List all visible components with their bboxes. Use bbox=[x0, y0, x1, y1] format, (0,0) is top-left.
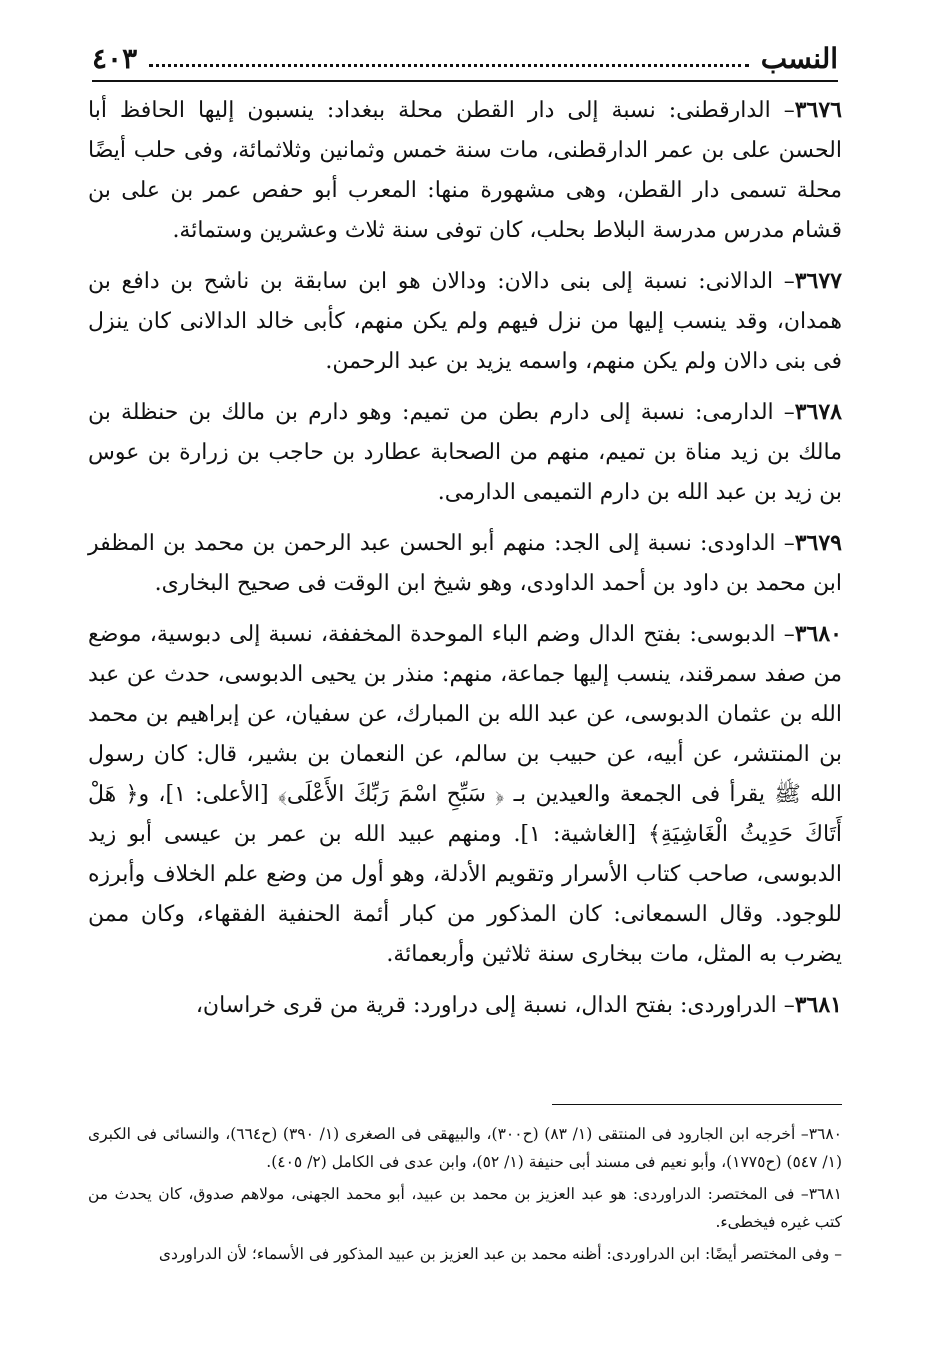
page-number: ٤٠٣ bbox=[92, 41, 138, 75]
entry-text: – الدبوسى: بفتح الدال وضم الباء الموحدة المخففة، نسبة إلى دبوسية، موضع من صفد سمرقند، ينسب إليها جماعة، منهم: منذر بن يحيى الدبوسى، حدث عن عبد الله بن عثمان الدبوسى، عن عبد الله بن المبارك، عن سفيان، عن إبراهيم بن محمد بن المنتشر، عن أبيه، عن حبيب بن سالم، عن النعمان بن بشير، قال: كان رسول الله ﷺ يقرأ فى الجمعة والعيدين بـ ﴿ سَبِّحِ اسْمَ رَبِّكَ الأَعْلَى﴾ [الأعلى: ١]، و﴿ هَلْ أَتَاكَ حَدِيثُ الْغَاشِيَةِ﴾ [الغاشية: ١]. ومنهم عبيد الله بن عمر بن عيسى أبو زيد الدبوسى، صاحب كتاب الأسرار وتقويم الأدلة، وهو أول من وضع علم الخلاف وأبرزه للوجود. وقال السمعانى: كان المذكور من كبار أئمة الحنفية الفقهاء، وكان ممن يضرب به المثل، مات ببخارى سنة ثلاثين وأربعمائة. bbox=[88, 622, 842, 967]
footnote: ٣٦٨١– فى المختصر: الدراوردى: هو عبد العزيز بن محمد بن عبيد، أبو محمد الجهنى، مولاهم صدوق، كان يحدث من كتب غيره فيخطىء. bbox=[88, 1185, 842, 1231]
main-text bbox=[88, 90, 842, 1036]
entry-3677 bbox=[88, 261, 842, 382]
footnote-separator bbox=[552, 1104, 842, 1105]
entry-number: ٣٦٧٨ bbox=[794, 399, 842, 425]
footnotes bbox=[88, 1120, 842, 1272]
footnote: – وفى المختصر أيضًا: ابن الدراوردى: أظنه محمد بن عبد العزيز بن عبيد المذكور فى الأسماء؛ لأن الدراوردى bbox=[158, 1245, 842, 1263]
entry-number: ٣٦٨١ bbox=[794, 992, 842, 1018]
entry-text: – الدراوردى: بفتح الدال، نسبة إلى دراورد: قرية من قرى خراسان، bbox=[195, 993, 795, 1018]
entry-text: – الداودى: نسبة إلى الجد: منهم أبو الحسن عبد الرحمن بن محمد بن المظفر ابن محمد بن داود بن أحمد الداودى، وهو شيخ ابن الوقت فى صحيح البخارى. bbox=[88, 531, 842, 596]
entry-3681 bbox=[88, 985, 842, 1026]
entry-number: ٣٦٧٧ bbox=[794, 268, 842, 294]
entry-number: ٣٦٧٩ bbox=[794, 530, 842, 556]
entry-3676 bbox=[88, 90, 842, 251]
entry-3680 bbox=[88, 614, 842, 975]
entry-number: ٣٦٧٦ bbox=[794, 97, 842, 123]
entry-3679 bbox=[88, 523, 842, 604]
entry-number: ٣٦٨٠ bbox=[794, 621, 842, 647]
entry-3678 bbox=[88, 392, 842, 513]
chapter-title: النسب bbox=[760, 41, 838, 75]
footnote: ٣٦٨٠– أخرجه ابن الجارود فى المنتقى (١/ ٨٣) (ح٣٠٠)، والبيهقى فى الصغرى (١/ ٣٩٠) (ح٦٦٤)، والنسائى فى الكبرى (١/ ٥٤٧) (ح١٧٧٥)، وأبو نعيم فى مسند أبى حنيفة (١/ ٥٢)، وابن عدى فى الكامل (٢/ ٤٠٥). bbox=[88, 1125, 842, 1171]
entry-text: – الدارقطنى: نسبة إلى دار القطن محلة ببغداد: ينسبون إليها الحافظ أبا الحسن على بن عمر الدارقطنى، مات سنة خمس وثمانين وثلاثمائة، وفى حلب أيضًا محلة تسمى دار القطن، وهى مشهورة منها: المعرب أبو حفص عمر بن على بن قشام مدرس مدرسة البلاط بحلب، كان توفى سنة ثلاث وعشرين وستمائة. bbox=[88, 98, 842, 243]
running-header bbox=[92, 36, 838, 82]
entry-text: – الدارمى: نسبة إلى دارم بطن من تميم: وهو دارم بن مالك بن حنظلة بن مالك بن زيد مناة بن تميم، منهم من الصحابة عطارد بن حاجب بن زرارة بن عوس بن زيد بن عبد الله بن دارم التميمى الدارمى. bbox=[88, 400, 842, 505]
header-leader-dots bbox=[149, 64, 749, 67]
entry-text: – الدالانى: نسبة إلى بنى دالان: ودالان هو ابن سابقة بن ناشح بن دافع بن همدان، وقد ينسب إليها من نزل فيهم ولم يكن منهم، كأبى خالد الدالانى كان ينزل فى بنى دالان ولم يكن منهم، واسمه يزيد بن عبد الرحمن. bbox=[88, 269, 842, 374]
